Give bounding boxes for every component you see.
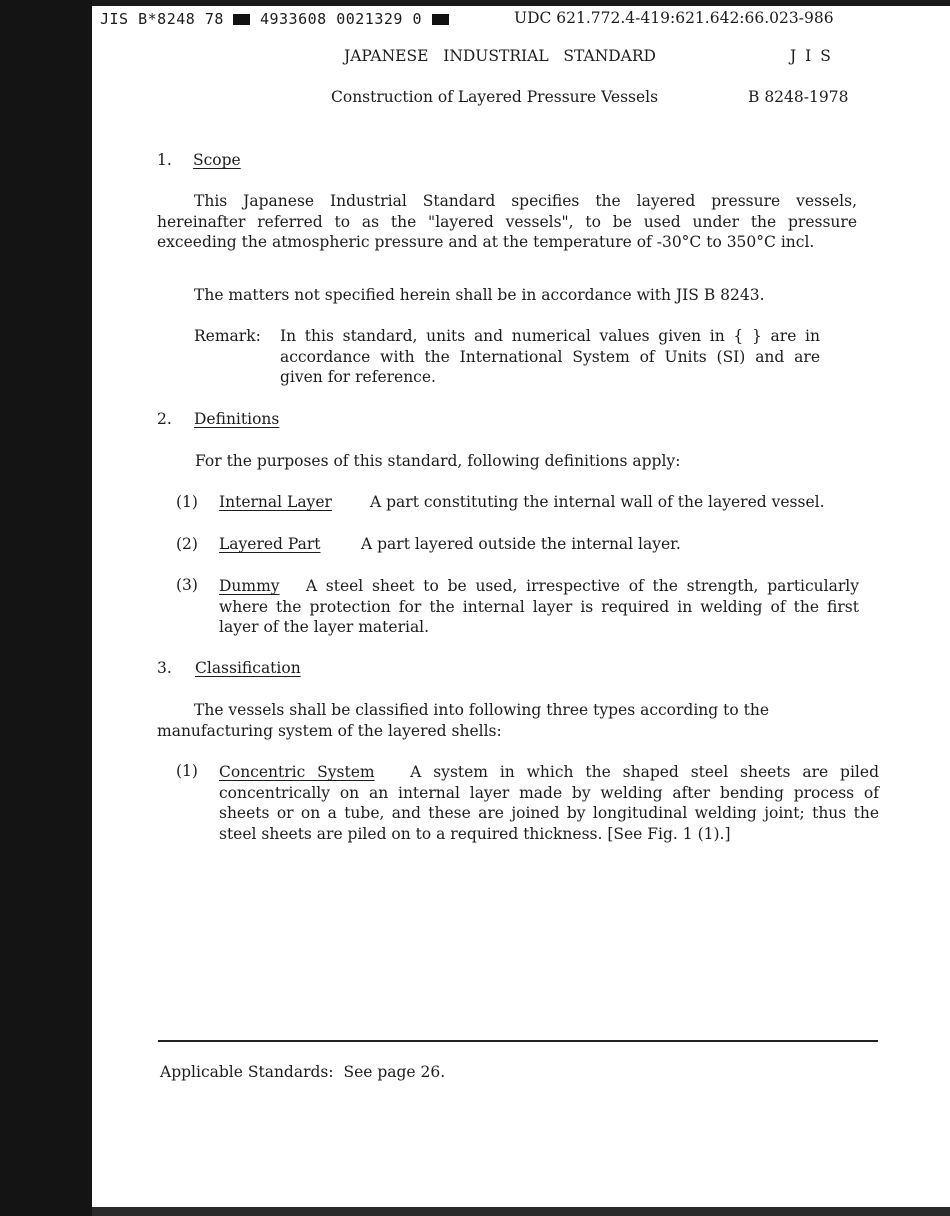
scan-bottom-edge: [92, 1207, 950, 1216]
applicable-standards: Applicable Standards: See page 26.: [160, 1063, 446, 1081]
classification-1-term: Concentric System: [219, 763, 375, 781]
definitions-intro: For the purposes of this standard, following definitions apply:: [195, 452, 681, 470]
remark-text: In this standard, units and numerical values given in { } are in accordance with the International System of Units (SI) and are given for reference.: [280, 327, 820, 387]
definition-3-text: A steel sheet to be used, irrespective of the strength, particularly where the protection for the internal layer is required in welding of the first layer of the layer material.: [219, 577, 859, 637]
scan-edge: [0, 0, 92, 1216]
definition-2-text: A part layered outside the internal layer.: [361, 535, 681, 553]
definition-1-number: (1): [176, 493, 198, 511]
standard-title: JAPANESE INDUSTRIAL STANDARD: [344, 47, 656, 65]
scan-top-edge: [92, 0, 950, 6]
header-code-left: JIS B*8248 78: [100, 10, 224, 28]
scope-paragraph-1: This Japanese Industrial Standard specifies the layered pressure vessels, hereinafter referred to as the "layered vessels", to be used under the pressure exceeding the atmospheric pressure and at the temperature of -30°C to 350°C incl.: [157, 192, 857, 252]
classification-1-body: [219, 762, 879, 845]
section-3-number: 3.: [157, 659, 172, 677]
section-1-title: Scope: [193, 151, 241, 169]
classification-1-number: (1): [176, 762, 198, 780]
definition-2-term: Layered Part: [219, 535, 321, 553]
document-number: B 8248-1978: [748, 88, 849, 106]
jis-mark: J I S: [790, 47, 833, 65]
definition-3-term: Dummy: [219, 577, 280, 595]
definition-3-number: (3): [176, 576, 198, 594]
scope-paragraph-2: The matters not specified herein shall be in accordance with JIS B 8243.: [194, 286, 765, 304]
definition-1-term: Internal Layer: [219, 493, 332, 511]
header-code-line: [100, 10, 449, 28]
section-2-title: Definitions: [194, 410, 280, 428]
header-code-mid: 4933608 0021329 0: [259, 10, 422, 28]
definition-2-number: (2): [176, 535, 198, 553]
remark-label: Remark:: [194, 327, 261, 345]
section-2-number: 2.: [157, 410, 172, 428]
definition-3-body: [219, 576, 859, 638]
footnote-rule: [158, 1040, 878, 1042]
classification-intro: The vessels shall be classified into following three types according to the manufacturing system of the layered shells:: [157, 701, 769, 740]
redaction-block: [233, 14, 250, 25]
redaction-block: [432, 14, 449, 25]
section-3-title: Classification: [195, 659, 301, 677]
section-1-number: 1.: [157, 151, 172, 169]
udc-number: UDC 621.772.4-419:621.642:66.023-986: [514, 9, 834, 27]
document-title: Construction of Layered Pressure Vessels: [331, 88, 659, 106]
classification-1-text: A system in which the shaped steel sheets are piled concentrically on an internal layer made by welding after bending process of sheets or on a tube, and these are joined by longitudinal welding joint; thus the steel sheets are piled on to a required thickness. [See Fig. 1 (1).]: [219, 763, 879, 844]
definition-1-text: A part constituting the internal wall of the layered vessel.: [370, 493, 825, 511]
